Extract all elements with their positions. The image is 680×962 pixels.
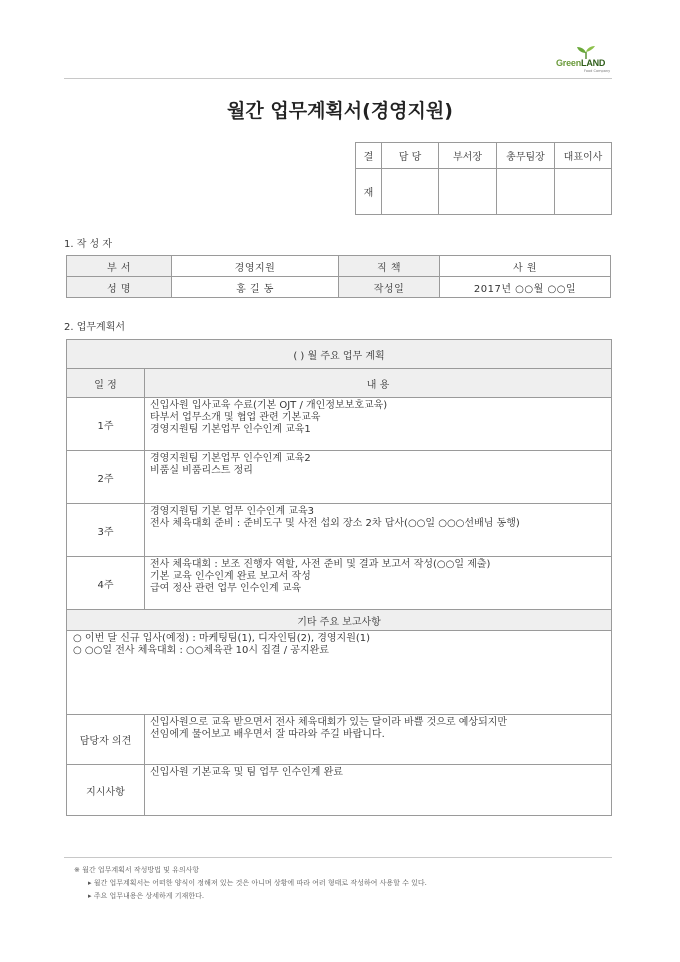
opinion-label: 담당자 의견 (67, 715, 145, 765)
week-row (67, 557, 612, 610)
sign-cell-head[interactable] (439, 169, 497, 215)
position-value[interactable]: 사 원 (440, 256, 611, 277)
dept-label: 부 서 (67, 256, 172, 277)
bottom-divider (64, 857, 612, 858)
section-author-heading: 1. 작 성 자 (64, 239, 113, 250)
week-line: 전사 체육대회 : 보조 진행자 역할, 사전 준비 및 결과 보고서 작성(○○일 제출) (150, 559, 491, 570)
approval-table (355, 142, 612, 215)
logo-green: Green (556, 58, 582, 68)
logo-land: LAND (581, 58, 606, 68)
etc-line: ○ ○○일 전사 체육대회 : ○○체육관 10시 집결 / 공지완료 (73, 645, 329, 656)
logo-wordmark (556, 58, 605, 68)
week-content[interactable] (145, 451, 612, 504)
sign-cell-ceo[interactable] (555, 169, 612, 215)
plan-header: ( ) 월 주요 업무 계획 (67, 340, 612, 369)
week-line: 신입사원 입사교육 수료(기본 OJT / 개인정보보호교육) (150, 400, 388, 411)
week-label: 4주 (67, 557, 145, 610)
notes-heading: ※ 월간 업무계획서 작성방법 및 유의사항 (74, 866, 200, 874)
date-value[interactable]: 2017년 ○○월 ○○일 (440, 277, 611, 298)
sign-cell-staff[interactable] (382, 169, 439, 215)
week-line: 급여 정산 관련 업무 인수인계 교육 (150, 583, 302, 594)
week-line: 전사 체육대회 준비 : 준비도구 및 사전 섭외 장소 2차 답사(○○일 ○○○선배님 동행) (150, 518, 520, 529)
week-row (67, 398, 612, 451)
week-label: 2주 (67, 451, 145, 504)
week-line: 타부서 업무소개 및 협업 관련 기본교육 (150, 412, 321, 423)
opinion-line: 신입사원으로 교육 받으면서 전사 체육대회가 있는 달이라 바쁠 것으로 예상되지만 (150, 717, 508, 728)
instruction-content[interactable] (145, 765, 612, 816)
approval-label-bottom: 재 (356, 169, 382, 215)
name-value[interactable]: 홍 길 동 (172, 277, 339, 298)
dept-value[interactable]: 경영지원 (172, 256, 339, 277)
approval-role-head: 부서장 (439, 143, 497, 169)
week-label: 1주 (67, 398, 145, 451)
approval-label-top: 결 (356, 143, 382, 169)
approval-role-staff: 담 당 (382, 143, 439, 169)
instruction-line: 신입사원 기본교육 및 팀 업무 인수인계 완료 (150, 767, 343, 778)
opinion-line: 선임에게 물어보고 배우면서 잘 따라와 주길 바랍니다. (150, 729, 385, 740)
notes-section (74, 864, 427, 903)
opinion-content[interactable] (145, 715, 612, 765)
date-label: 작성일 (339, 277, 440, 298)
week-line: 경영지원팀 기본 업무 인수인계 교육3 (150, 506, 314, 517)
name-label: 성 명 (67, 277, 172, 298)
note-item: ▸ 월간 업무계획서는 어떠한 양식이 정해져 있는 것은 아니며 상황에 따라 여러 형태로 작성하여 사용할 수 있다. (88, 879, 427, 887)
approval-role-manager: 총무팀장 (497, 143, 555, 169)
document-title: 월간 업무계획서(경영지원) (227, 100, 453, 122)
top-divider (64, 78, 612, 79)
author-table (66, 255, 611, 298)
approval-role-ceo: 대표이사 (555, 143, 612, 169)
section-plan-heading: 2. 업무계획서 (64, 322, 126, 333)
week-line: 경영지원팀 기본업무 인수인계 교육2 (150, 453, 311, 464)
week-content[interactable] (145, 557, 612, 610)
week-line: 비품실 비품리스트 정리 (150, 465, 253, 476)
etc-content[interactable] (67, 631, 612, 715)
week-line: 기본 교육 인수인계 완료 보고서 작성 (150, 571, 311, 582)
week-label: 3주 (67, 504, 145, 557)
week-line: 경영지원팀 기본업무 인수인계 교육1 (150, 424, 311, 435)
period-column-header: 일 정 (67, 369, 145, 398)
note-item: ▸ 주요 업무내용은 상세하게 기재한다. (88, 892, 205, 900)
logo-subtitle: Food Company (584, 69, 611, 73)
week-content[interactable] (145, 504, 612, 557)
company-logo (556, 46, 612, 76)
etc-header: 기타 주요 보고사항 (67, 610, 612, 631)
week-content[interactable] (145, 398, 612, 451)
etc-line: ○ 이번 달 신규 입사(예정) : 마케팅팀(1), 디자인팀(2), 경영지원(1) (73, 633, 371, 644)
week-row (67, 451, 612, 504)
plan-table (66, 339, 612, 816)
instruction-label: 지시사항 (67, 765, 145, 816)
week-row (67, 504, 612, 557)
sign-cell-manager[interactable] (497, 169, 555, 215)
position-label: 직 책 (339, 256, 440, 277)
content-column-header: 내 용 (145, 369, 612, 398)
